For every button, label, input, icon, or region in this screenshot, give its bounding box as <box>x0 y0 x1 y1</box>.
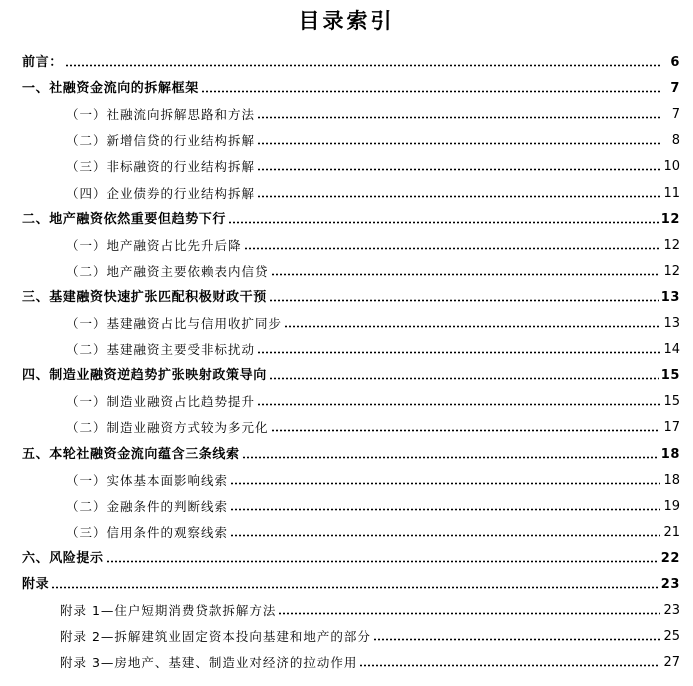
toc-entry[interactable] <box>22 543 680 569</box>
toc-entry-page-number: 14 <box>663 342 680 358</box>
toc-entry-label: （三）非标融资的行业结构拆解 <box>66 159 256 175</box>
toc-entry[interactable] <box>22 334 680 360</box>
toc-entry-page-number: 19 <box>663 498 680 514</box>
toc-entry-page-number: 23 <box>663 603 680 619</box>
toc-entry-page-number: 18 <box>663 472 680 488</box>
toc-entry[interactable] <box>22 465 680 491</box>
toc-entry-label: （四）企业债券的行业结构拆解 <box>66 185 256 201</box>
dot-leader <box>257 403 660 406</box>
dot-leader <box>257 351 660 354</box>
toc-entry-label: 五、本轮社融资金流向蕴含三条线索 <box>22 446 240 462</box>
dot-leader <box>51 586 659 589</box>
toc-entry-page-number: 12 <box>663 263 680 279</box>
toc-entry[interactable] <box>22 386 680 412</box>
toc-entry[interactable] <box>22 177 680 203</box>
toc-entry[interactable] <box>22 125 680 151</box>
toc-entry[interactable] <box>22 204 680 230</box>
toc-entry[interactable] <box>22 438 680 464</box>
dot-leader <box>257 142 660 145</box>
toc-entry-page-number: 23 <box>660 576 680 592</box>
toc-entry-label: 附录 <box>22 576 50 592</box>
toc-entry-label: （二）新增信贷的行业结构拆解 <box>66 133 256 149</box>
toc-entry-label: 附录 3—房地产、基建、制造业对经济的拉动作用 <box>60 655 358 671</box>
toc-entry-page-number: 15 <box>663 394 680 410</box>
dot-leader <box>278 612 660 615</box>
dot-leader <box>242 456 659 459</box>
toc-entry-label: 三、基建融资快速扩张匹配积极财政干预 <box>22 289 267 305</box>
toc-entry-page-number: 11 <box>663 185 680 201</box>
toc-entry-page-number: 10 <box>663 159 680 175</box>
toc-entry-page-number: 17 <box>663 420 680 436</box>
dot-leader <box>271 273 660 276</box>
toc-entry[interactable] <box>22 412 680 438</box>
toc-entry-page-number: 12 <box>660 211 680 227</box>
toc-entry-page-number: 25 <box>663 629 680 645</box>
toc-entry-label: 前言： <box>22 55 63 71</box>
toc-entry-label: （一）制造业融资占比趋势提升 <box>66 394 256 410</box>
dot-leader <box>271 429 660 432</box>
toc-entry-label: 一、社融资金流向的拆解框架 <box>22 81 199 97</box>
toc-entry-page-number: 18 <box>660 446 680 462</box>
toc-entry-page-number: 13 <box>660 289 680 305</box>
toc-entry-label: （二）地产融资主要依赖表内信贷 <box>66 263 269 279</box>
toc-entry-label: 附录 1—住户短期消费贷款拆解方法 <box>60 603 277 619</box>
toc-entry[interactable] <box>22 569 680 595</box>
toc-entry[interactable] <box>22 73 680 99</box>
dot-leader <box>359 664 660 667</box>
dot-leader <box>244 247 660 250</box>
table-of-contents <box>22 47 680 673</box>
toc-entry-label: （二）制造业融资方式较为多元化 <box>66 420 269 436</box>
toc-entry[interactable] <box>22 621 680 647</box>
toc-entry[interactable] <box>22 517 680 543</box>
toc-entry[interactable] <box>22 230 680 256</box>
dot-leader <box>201 90 660 93</box>
toc-entry-label: 附录 2—拆解建筑业固定资本投向基建和地产的部分 <box>60 629 371 645</box>
toc-entry[interactable] <box>22 491 680 517</box>
toc-entry-page-number: 15 <box>660 368 680 384</box>
dot-leader <box>257 168 660 171</box>
dot-leader <box>230 534 660 537</box>
toc-entry[interactable] <box>22 595 680 621</box>
toc-entry-page-number: 13 <box>663 316 680 332</box>
dot-leader <box>230 508 660 511</box>
dot-leader <box>106 560 659 563</box>
toc-entry-page-number: 22 <box>660 550 680 566</box>
toc-entry[interactable] <box>22 256 680 282</box>
toc-entry-label: （二）金融条件的判断线索 <box>66 498 229 514</box>
toc-entry-label: 四、制造业融资逆趋势扩张映射政策导向 <box>22 368 267 384</box>
toc-entry-label: （三）信用条件的观察线索 <box>66 524 229 540</box>
toc-entry-page-number: 7 <box>671 107 680 123</box>
toc-entry-page-number: 21 <box>663 524 680 540</box>
toc-entry-page-number: 6 <box>670 55 680 71</box>
toc-entry-page-number: 27 <box>663 655 680 671</box>
dot-leader <box>269 299 659 302</box>
toc-entry-label: （一）社融流向拆解思路和方法 <box>66 107 256 123</box>
toc-entry-page-number: 7 <box>670 81 680 97</box>
dot-leader <box>284 325 660 328</box>
toc-entry-label: 六、风险提示 <box>22 550 104 566</box>
toc-entry-page-number: 8 <box>671 133 680 149</box>
dot-leader <box>373 638 660 641</box>
toc-entry[interactable] <box>22 99 680 125</box>
dot-leader <box>269 377 659 380</box>
dot-leader <box>230 482 660 485</box>
toc-entry[interactable] <box>22 308 680 334</box>
toc-entry[interactable] <box>22 647 680 673</box>
dot-leader <box>228 221 659 224</box>
page-title: 目录索引 <box>298 8 395 33</box>
toc-entry[interactable] <box>22 360 680 386</box>
dot-leader <box>257 195 660 198</box>
dot-leader <box>257 116 660 119</box>
toc-entry-label: （一）地产融资占比先升后降 <box>66 237 242 253</box>
toc-entry-page-number: 12 <box>663 237 680 253</box>
toc-entry-label: （一）实体基本面影响线索 <box>66 472 229 488</box>
dot-leader <box>65 64 660 67</box>
toc-entry[interactable] <box>22 47 680 73</box>
toc-entry[interactable] <box>22 151 680 177</box>
toc-entry-label: 二、地产融资依然重要但趋势下行 <box>22 211 227 227</box>
toc-entry-label: （二）基建融资主要受非标扰动 <box>66 342 256 358</box>
toc-entry[interactable] <box>22 282 680 308</box>
toc-entry-label: （一）基建融资占比与信用收扩同步 <box>66 316 283 332</box>
